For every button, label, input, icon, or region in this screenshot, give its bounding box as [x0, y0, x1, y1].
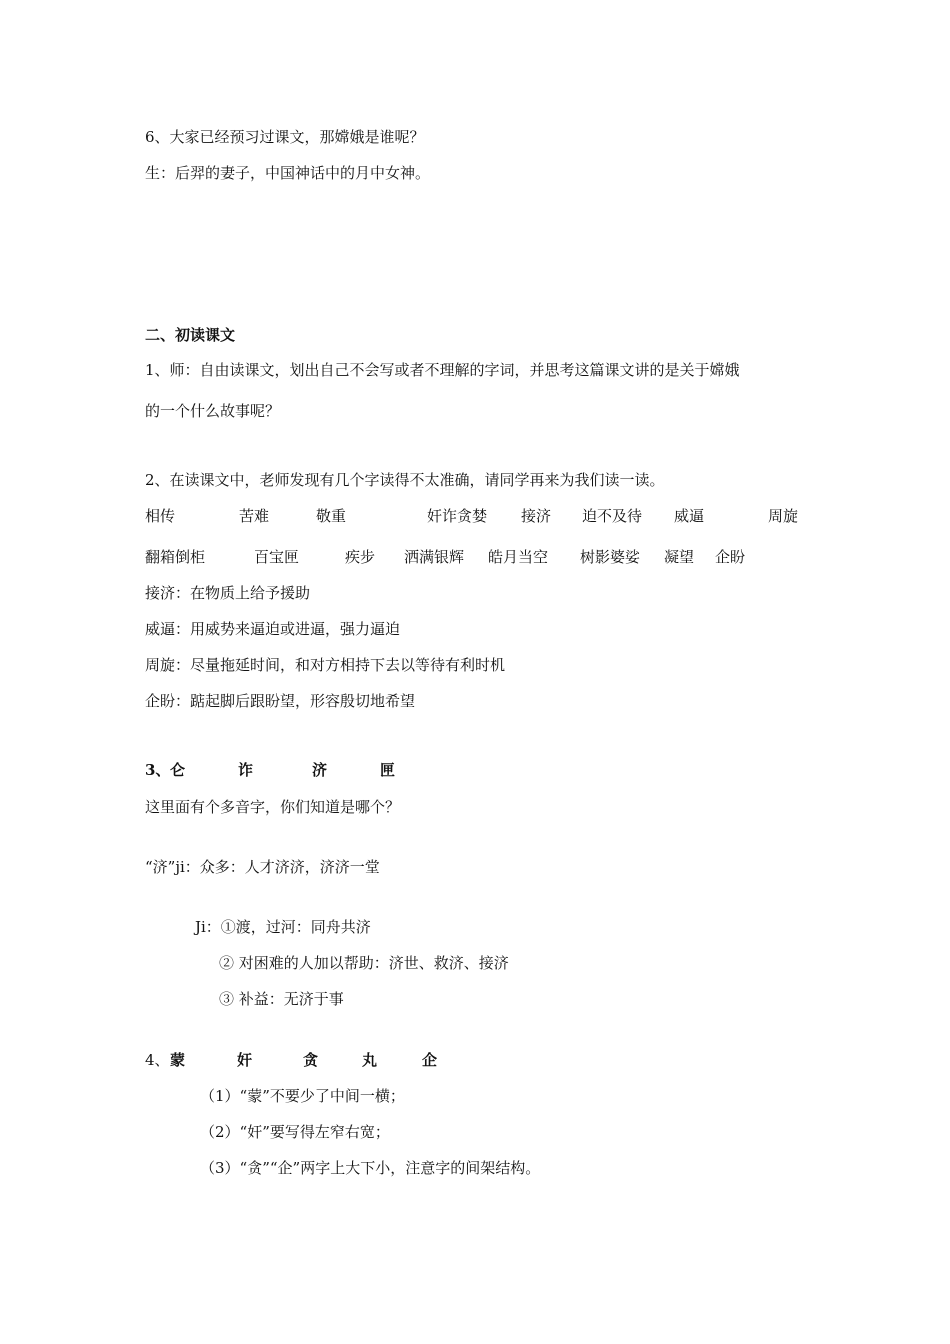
writing-note: （3）“贪”“企”两字上大下小，注意字的间架结构。 — [200, 1159, 541, 1177]
polyphone-question: 这里面有个多音字，你们知道是哪个？ — [145, 798, 401, 816]
char-item: 丸 — [362, 1051, 378, 1069]
word-item: 奸诈贪婪 — [427, 507, 488, 525]
ji-meaning-2-sub-2: ② 对困难的人加以帮助：济世、救济、接济 — [219, 954, 509, 972]
question-6: 6、大家已经预习过课文，那嫦娥是谁呢？ — [145, 128, 425, 146]
word-item: 接济 — [521, 507, 552, 525]
writing-note: （2）“奸”要写得左窄右宽； — [200, 1123, 390, 1141]
section-3-label: 3、 — [145, 761, 171, 779]
definition-item: 威逼：用威势来逼迫或进逼，强力逼迫 — [145, 620, 401, 638]
ji-meaning-1: “济”ji：众多：人才济济，济济一堂 — [145, 858, 380, 876]
word-item: 威逼 — [674, 507, 705, 525]
definition-item: 接济：在物质上给予援助 — [145, 584, 311, 602]
char-item: 贪 — [303, 1051, 319, 1069]
word-item: 周旋 — [768, 507, 799, 525]
word-item: 树影婆娑 — [580, 548, 641, 566]
word-item: 皓月当空 — [488, 548, 549, 566]
char-item: 济 — [312, 761, 328, 779]
word-item: 翻箱倒柜 — [145, 548, 206, 566]
word-item: 迫不及待 — [582, 507, 643, 525]
definition-item: 企盼：踮起脚后跟盼望，形容殷切地希望 — [145, 692, 416, 710]
word-item: 敬重 — [316, 507, 347, 525]
word-item: 苦难 — [239, 507, 270, 525]
char-item: 奸 — [237, 1051, 253, 1069]
answer-6: 生：后羿的妻子，中国神话中的月中女神。 — [145, 164, 431, 182]
char-item: 蒙 — [170, 1051, 186, 1069]
word-item: 百宝匣 — [254, 548, 300, 566]
char-item: 诈 — [238, 761, 254, 779]
word-item: 凝望 — [664, 548, 695, 566]
section-4-label: 4、 — [145, 1051, 170, 1069]
word-item: 洒满银辉 — [404, 548, 465, 566]
word-item: 相传 — [145, 507, 176, 525]
writing-note: （1）“蒙”不要少了中间一横； — [200, 1087, 405, 1105]
word-item: 疾步 — [345, 548, 376, 566]
char-item: 仑 — [170, 761, 186, 779]
word-item: 企盼 — [715, 548, 746, 566]
item-2: 2、在读课文中，老师发现有几个字读得不太准确，请同学再来为我们读一读。 — [145, 471, 665, 489]
char-item: 匣 — [380, 761, 396, 779]
definition-item: 周旋：尽量拖延时间，和对方相持下去以等待有利时机 — [145, 656, 506, 674]
item-1-line-1: 1、师：自由读课文，划出自己不会写或者不理解的字词，并思考这篇课文讲的是关于嫦娥 — [145, 361, 740, 379]
section-2-heading: 二、初读课文 — [145, 326, 236, 344]
ji-meaning-2: Ji：①渡，过河：同舟共济 — [195, 918, 371, 936]
ji-meaning-2-sub-3: ③ 补益：无济于事 — [219, 990, 344, 1008]
item-1-line-2: 的一个什么故事呢？ — [145, 402, 281, 420]
char-item: 企 — [422, 1051, 438, 1069]
